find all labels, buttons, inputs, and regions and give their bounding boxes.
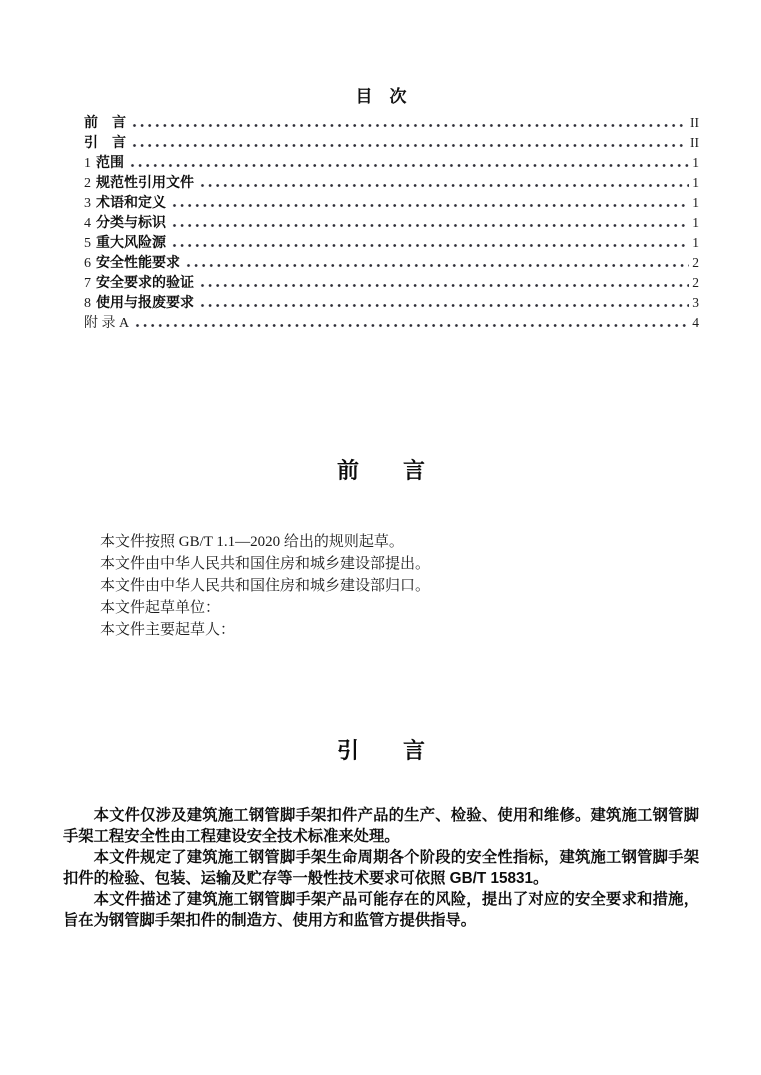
toc-entry-number: 1 bbox=[84, 156, 91, 171]
toc-leader-dots bbox=[171, 202, 689, 209]
toc-entry-page: 2 bbox=[692, 255, 699, 270]
toc-entry-page: 3 bbox=[692, 295, 699, 310]
foreword-line: 本文件按照 GB/T 1.1—2020 给出的规则起草。 bbox=[100, 534, 404, 550]
table-of-contents bbox=[63, 112, 699, 332]
toc-title: 目 次 bbox=[355, 87, 407, 106]
toc-leader-dots bbox=[134, 322, 689, 329]
introduction-paragraph: 本文件仅涉及建筑施工钢管脚手架扣件产品的生产、检验、使用和维修。建筑施工钢管脚手架工程安全性由工程建设安全技术标准来处理。 bbox=[63, 807, 699, 845]
toc-entry-label: 附 录 A bbox=[84, 316, 130, 331]
toc-entry-label: 术语和定义 bbox=[96, 194, 166, 210]
toc-leader-dots bbox=[199, 302, 689, 309]
toc-entry-number: 6 bbox=[84, 256, 91, 271]
toc-entry-label: 重大风险源 bbox=[96, 234, 166, 250]
toc-entry-page: 1 bbox=[692, 195, 699, 210]
toc-entry-3 bbox=[84, 192, 699, 212]
toc-entry-4 bbox=[84, 212, 699, 232]
toc-entry-number: 7 bbox=[84, 276, 91, 291]
toc-leader-dots bbox=[131, 142, 687, 149]
toc-entry-2 bbox=[84, 172, 699, 192]
toc-entry-number: 8 bbox=[84, 296, 91, 311]
toc-leader-dots bbox=[185, 262, 689, 269]
introduction-paragraph: 本文件规定了建筑施工钢管脚手架生命周期各个阶段的安全性指标，建筑施工钢管脚手架扣件的检验、包装、运输及贮存等一般性技术要求可依照 GB/T 15831。 bbox=[63, 849, 699, 887]
toc-entry-page: II bbox=[690, 115, 699, 130]
toc-entry-page: 1 bbox=[692, 155, 699, 170]
toc-entry-label: 前 言 bbox=[84, 114, 126, 130]
toc-entry-6 bbox=[84, 252, 699, 272]
toc-leader-dots bbox=[199, 282, 689, 289]
toc-entry-1 bbox=[84, 152, 699, 172]
toc-entry-label: 安全性能要求 bbox=[96, 254, 180, 270]
introduction-body bbox=[63, 805, 699, 931]
introduction-paragraph: 本文件描述了建筑施工钢管脚手架产品可能存在的风险，提出了对应的安全要求和措施，旨在为钢管脚手架扣件的制造方、使用方和监管方提供指导。 bbox=[63, 891, 699, 929]
toc-entry-label: 分类与标识 bbox=[96, 214, 166, 230]
toc-leader-dots bbox=[199, 182, 689, 189]
toc-entry-page: 4 bbox=[692, 315, 699, 330]
toc-entry-number: 2 bbox=[84, 176, 91, 191]
toc-entry-foreword bbox=[84, 112, 699, 132]
foreword-line: 本文件由中华人民共和国住房和城乡建设部归口。 bbox=[100, 578, 431, 594]
foreword-body bbox=[63, 531, 699, 641]
toc-entry-page: 1 bbox=[692, 175, 699, 190]
toc-entry-label: 范围 bbox=[96, 154, 124, 170]
toc-entry-7 bbox=[84, 272, 699, 292]
toc-entry-introduction bbox=[84, 132, 699, 152]
toc-entry-8 bbox=[84, 292, 699, 312]
toc-entry-page: 1 bbox=[692, 235, 699, 250]
toc-leader-dots bbox=[171, 222, 689, 229]
foreword-line: 本文件由中华人民共和国住房和城乡建设部提出。 bbox=[100, 556, 431, 572]
toc-entry-5 bbox=[84, 232, 699, 252]
toc-entry-label: 规范性引用文件 bbox=[96, 174, 194, 190]
toc-entry-number: 4 bbox=[84, 216, 91, 231]
toc-leader-dots bbox=[129, 162, 689, 169]
toc-entry-number: 3 bbox=[84, 196, 91, 211]
toc-leader-dots bbox=[171, 242, 689, 249]
toc-entry-label: 使用与报废要求 bbox=[96, 294, 194, 310]
foreword-line: 本文件起草单位： bbox=[100, 600, 221, 616]
foreword-heading: 前 言 bbox=[336, 458, 425, 483]
introduction-heading: 引 言 bbox=[336, 738, 425, 763]
toc-entry-label: 引 言 bbox=[84, 134, 126, 150]
toc-entry-number: 5 bbox=[84, 236, 91, 251]
toc-leader-dots bbox=[131, 122, 687, 129]
toc-entry-label: 安全要求的验证 bbox=[96, 274, 194, 290]
toc-entry-page: 1 bbox=[692, 215, 699, 230]
toc-entry-page: 2 bbox=[692, 275, 699, 290]
toc-entry-appendix-a bbox=[84, 312, 699, 332]
foreword-line: 本文件主要起草人： bbox=[100, 622, 236, 638]
toc-entry-page: II bbox=[690, 135, 699, 150]
